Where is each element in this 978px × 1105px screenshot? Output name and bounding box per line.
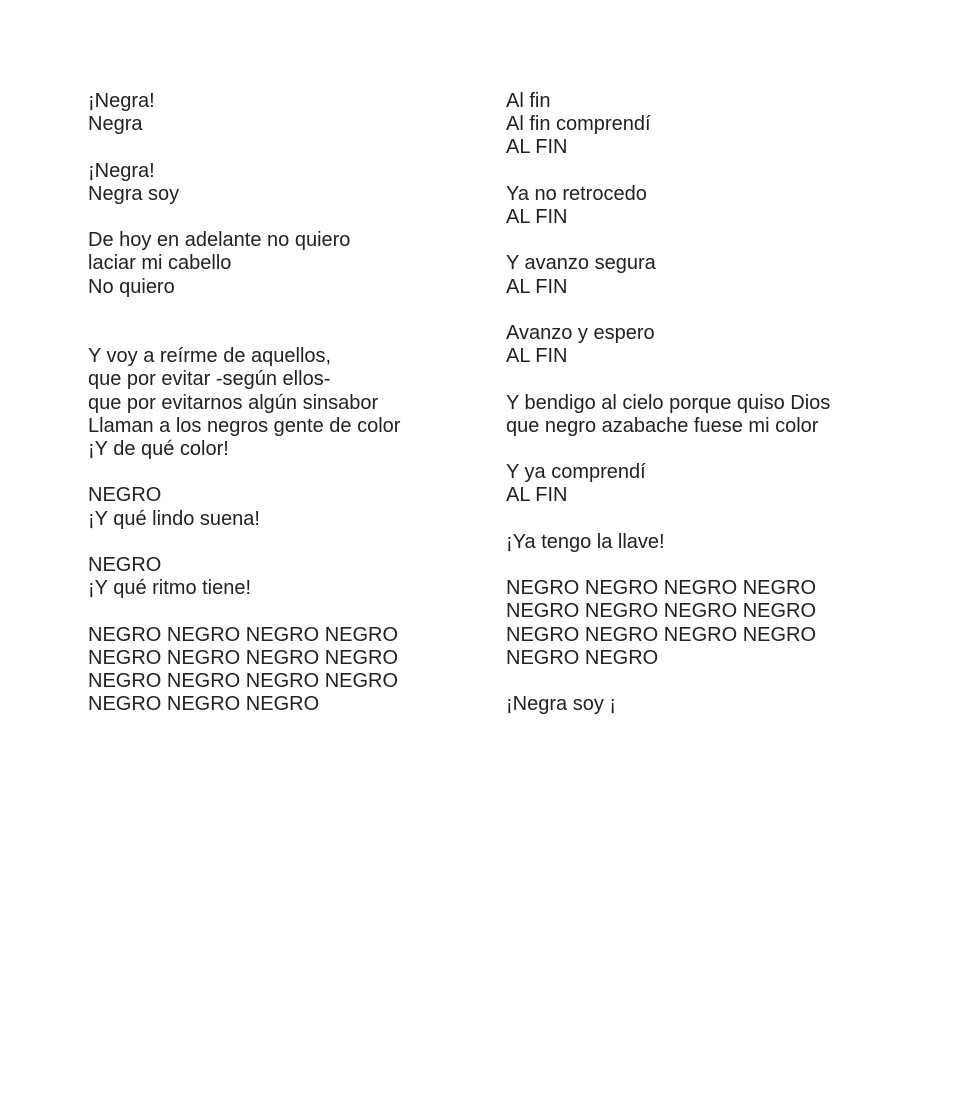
poem-line: NEGRO NEGRO NEGRO xyxy=(88,693,320,716)
poem-line: NEGRO NEGRO NEGRO NEGRO xyxy=(88,669,399,692)
poem-line: NEGRO xyxy=(88,484,162,507)
poem-line: Negra soy xyxy=(88,182,180,205)
poem-line: NEGRO NEGRO NEGRO NEGRO xyxy=(506,577,817,600)
poem-line: NEGRO NEGRO NEGRO NEGRO xyxy=(88,623,399,646)
poem-line: Al fin xyxy=(506,90,551,112)
poem-line: AL FIN xyxy=(506,136,568,159)
poem-line: Al fin comprendí xyxy=(506,113,651,136)
stanza xyxy=(506,252,906,298)
poem-line: NEGRO NEGRO NEGRO NEGRO xyxy=(88,646,399,669)
poem-line: NEGRO NEGRO xyxy=(506,646,659,669)
stanza xyxy=(506,90,906,160)
poem-line: que por evitar -según ellos- xyxy=(88,368,331,391)
poem-line: ¡Negra! xyxy=(88,159,155,182)
poem-line: Ya no retrocedo xyxy=(506,182,647,205)
poem-line: NEGRO xyxy=(88,553,162,576)
poem-line: De hoy en adelante no quiero xyxy=(88,229,351,252)
poem-line: Y voy a reírme de aquellos, xyxy=(88,345,332,368)
stanza xyxy=(88,229,478,299)
poem-line: AL FIN xyxy=(506,275,568,298)
poem-column-right xyxy=(506,90,906,740)
stanza xyxy=(506,693,906,716)
poem-line: No quiero xyxy=(88,275,175,298)
poem-line: ¡Negra soy ¡ xyxy=(506,693,617,716)
stanza xyxy=(88,624,478,717)
poem-line: Avanzo y espero xyxy=(506,321,655,344)
poem-line: AL FIN xyxy=(506,206,568,228)
poem-line: Y ya comprendí xyxy=(506,461,646,484)
stanza xyxy=(88,160,478,206)
poem-line: ¡Y qué lindo suena! xyxy=(88,507,260,530)
stanza xyxy=(88,345,478,461)
poem-line: que negro azabache fuese mi color xyxy=(506,414,819,437)
stanza xyxy=(506,392,906,438)
poem-line: ¡Y de qué color! xyxy=(88,438,229,460)
stanza xyxy=(506,322,906,368)
poem-line: NEGRO NEGRO NEGRO NEGRO xyxy=(506,600,817,623)
stanza xyxy=(88,90,478,136)
poem-line: Negra xyxy=(88,113,143,136)
stanza xyxy=(88,484,478,530)
poem-line: Llaman a los negros gente de color xyxy=(88,414,401,437)
poem-line: ¡Ya tengo la llave! xyxy=(506,530,665,553)
poem-line: laciar mi cabello xyxy=(88,252,232,275)
poem-line: AL FIN xyxy=(506,345,568,368)
poem-line: ¡Negra! xyxy=(88,90,155,112)
poem-line: Y avanzo segura xyxy=(506,252,656,275)
poem-line: que por evitarnos algún sinsabor xyxy=(88,391,379,414)
poem-column-left xyxy=(88,90,478,740)
stanza xyxy=(88,554,478,600)
poem-line: Y bendigo al cielo porque quiso Dios xyxy=(506,391,831,414)
poem-line: NEGRO NEGRO NEGRO NEGRO xyxy=(506,623,817,646)
stanza xyxy=(506,531,906,554)
poem-line: AL FIN xyxy=(506,484,568,507)
stanza xyxy=(506,183,906,229)
stanza xyxy=(506,461,906,507)
poem-line: ¡Y qué ritmo tiene! xyxy=(88,577,252,600)
stanza xyxy=(506,577,906,670)
